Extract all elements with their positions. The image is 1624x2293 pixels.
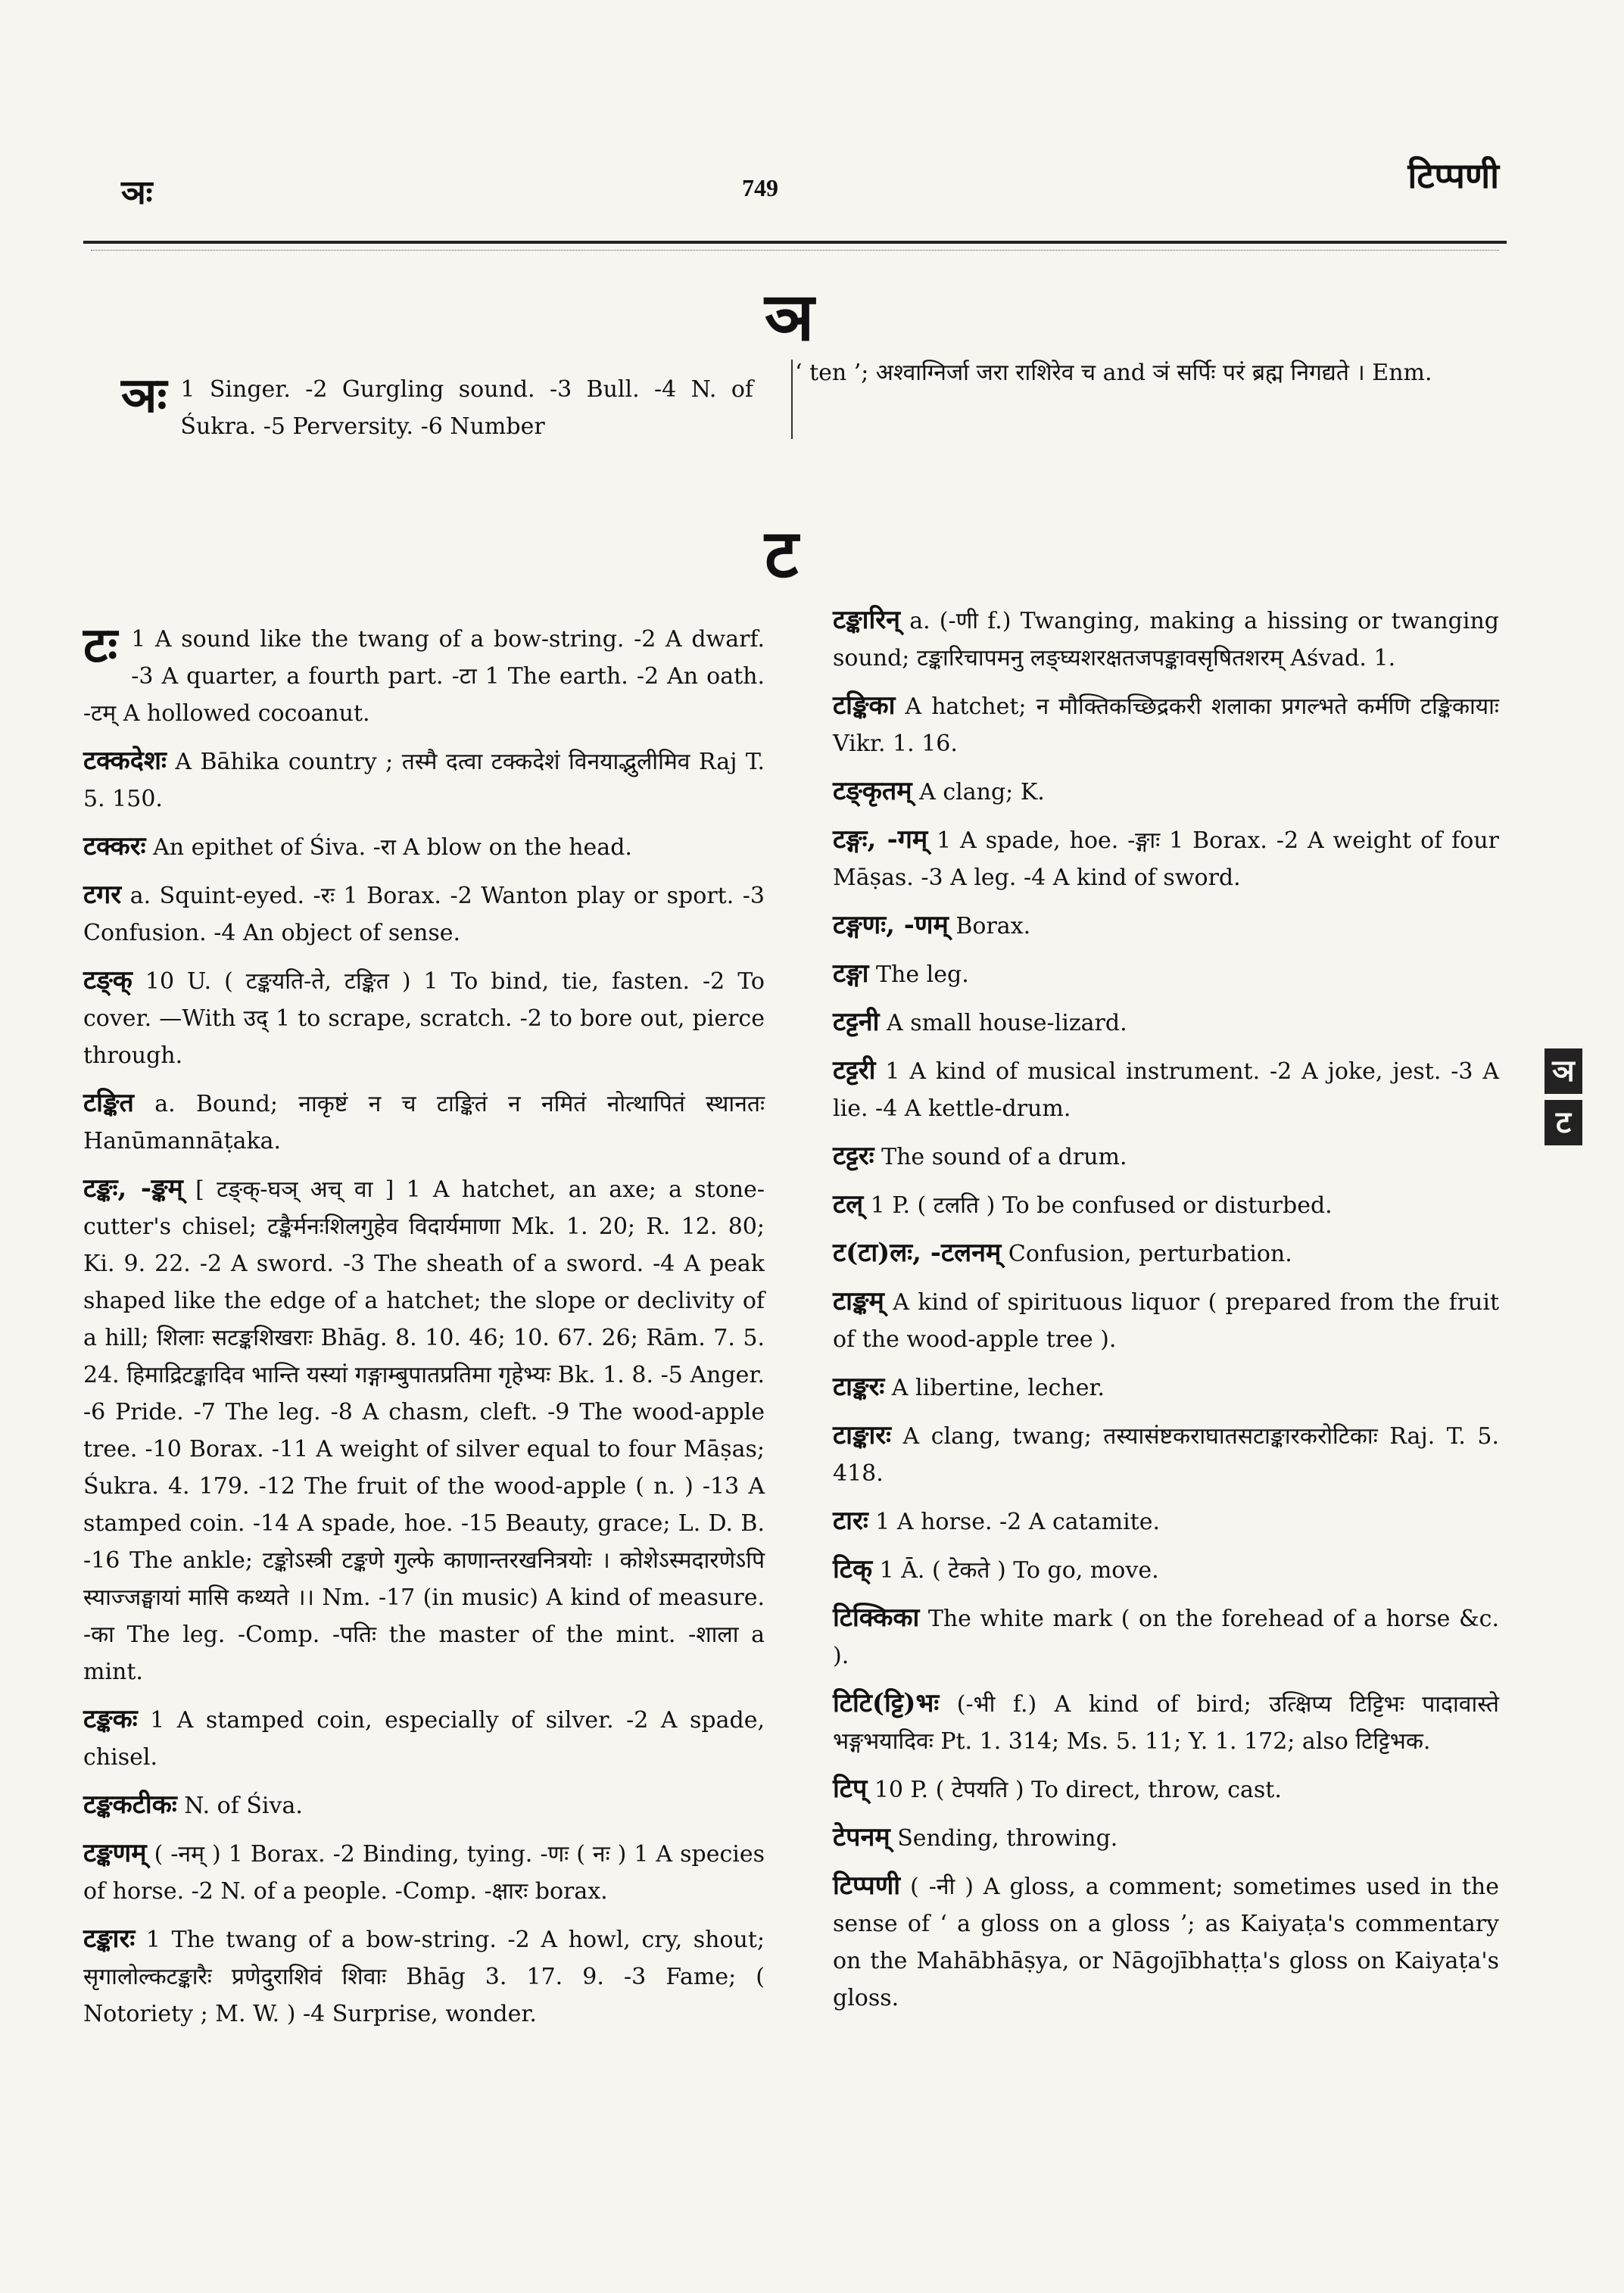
headword: टक्कदेशः [83,746,167,776]
definition: ( -नी ) A gloss, a comment; sometimes used in the sense of ‘ a gloss on a gloss ’; as Kaiyaṭa's commentary on the Mahābhāṣya, or Nāgojībhaṭṭa's gloss on Kaiyaṭa's gloss. [833,1874,1499,2011]
header-dotted-rule [91,250,1499,251]
definition: ‘ ten ’; अश्वाग्निर्जा जरा राशिरेव च and ञं सर्पिः परं ब्रह्म निगद्यते । Enm. [795,360,1432,386]
section-letter-ta: ट [765,514,799,593]
definition: A clang; K. [919,779,1045,805]
definition: The sound of a drum. [881,1144,1127,1170]
headword: टारः [833,1506,868,1536]
page-header [83,151,1499,212]
dictionary-entry [833,1004,1499,1042]
headword: टङ्ककः [83,1704,138,1734]
headword: टङ्कित [83,1088,134,1118]
definition: a. Squint-eyed. -रः 1 Borax. -2 Wanton play or sport. -3 Confusion. -4 An object of sense. [83,883,765,946]
dictionary-entry [833,602,1499,677]
headword: टङ्क् [83,965,132,995]
headword: टाङ्करः [833,1372,885,1402]
definition: 1 A kind of musical instrument. -2 A joke, jest. -3 A lie. -4 A kettle-drum. [833,1058,1499,1122]
definition: (-भी f.) A kind of bird; उत्क्षिप्य टिट्टिभः पादावास्ते भङ्गभयादिवः Pt. 1. 314; Ms. 5. 11; Y. 1. 172; also टिट्टिभक. [833,1691,1499,1755]
definition: 1 Singer. -2 Gurgling sound. -3 Bull. -4 N. of Śukra. -5 Perversity. -6 Number [180,376,753,440]
headword: टाङ्कम् [833,1286,884,1316]
headword: टङ्कणम् [83,1838,147,1868]
dictionary-entry [833,1186,1499,1224]
headword: टट्टरी [833,1055,876,1086]
section-letter-nya: ञ [765,277,815,356]
column-separator [791,360,793,439]
header-rule [83,241,1507,244]
definition: N. of Śiva. [184,1793,303,1819]
definition: [ टङ्क्-घञ् अच् वा ] 1 A hatchet, an axe; a stone-cutter's chisel; टङ्कैर्मनःशिलगुहेव विदार्यमाणा Mk. 1. 20; R. 12. 80; Ki. 9. 22. -2 A sword. -3 The sheath of a sword. -4 A peak shaped like the edge of a hatchet; the slope or declivity of a hill; शिलाः सटङ्कशिखराः Bhāg. 8. 10. 46; 10. 67. 26; Rām. 7. 5. 24. हिमाद्रिटङ्कादिव भान्ति यस्यां गङ्गाम्बुपातप्रतिमा गृहेभ्यः Bk. 1. 8. -5 Anger. -6 Pride. -7 The leg. -8 A chasm, cleft. -9 The wood-apple tree. -10 Borax. -11 A weight of silver equal to four Māṣas; Śukra. 4. 179. -12 The fruit of the wood-apple ( n. ) -13 A stamped coin. -14 A spade, hoe. -15 Beauty, grace; L. D. B. -16 The ankle; टङ्कोऽस्त्री टङ्कणे गुल्फे काणान्तरखनित्रयोः । कोशेऽस्मदारणेऽपि स्याज्जङ्घायां मासि कथ्यते ।। Nm. -17 (in music) A kind of measure. -का The leg. -Comp. -पतिः the master of the mint. -शाला a mint. [83,1176,765,1685]
dictionary-entry [83,617,765,732]
dictionary-entry [833,687,1499,762]
dictionary-entry [83,1787,765,1824]
dictionary-entry [83,962,765,1074]
page-number: 749 [742,174,778,201]
definition: 1 A horse. -2 A catamite. [875,1509,1161,1535]
dictionary-entry [833,821,1499,896]
dictionary-entry [83,1701,765,1776]
thumb-index-letter: ञ [1545,1048,1582,1094]
headword: टेपनम् [833,1822,890,1852]
headword: टङ्किका [833,690,896,721]
dictionary-entry [83,1921,765,2033]
dictionary-entry [83,1170,765,1690]
headword: टङ्कारः [83,1924,136,1954]
headword: टगर [83,880,122,910]
headword: टः [83,617,118,674]
headword: टिप् [833,1774,868,1804]
dictionary-entry [83,828,765,866]
definition: The leg. [876,961,969,988]
dictionary-entry [83,877,765,952]
headword: ञः [121,367,167,424]
definition: The white mark ( on the forehead of a horse &c. ). [833,1606,1499,1669]
dictionary-entry [833,1503,1499,1541]
dictionary-entry [833,1819,1499,1857]
headword: टिप्पणी [833,1871,901,1901]
headword: टङ्गणः, -णम् [833,910,949,940]
nya-entry-right [795,354,1503,391]
dictionary-entry [83,743,765,818]
nya-entry-left [121,367,753,445]
thumb-index-tab [1545,1048,1582,1151]
headword: टिक् [833,1554,873,1584]
definition: 1 A stamped coin, especially of silver. -2 A spade, chisel. [83,1707,765,1771]
header-right-guide-word: टिप्पणी [1407,155,1499,196]
definition: Confusion, perturbation. [1008,1241,1292,1267]
definition: a. (-णी f.) Twanging, making a hissing or twanging sound; टङ्कारिचापमनु लङ्घ्यशरक्षतजपङ्कावसृषितशरम् Aśvad. 1. [833,608,1499,671]
dictionary-entry [833,1138,1499,1176]
definition: A small house-lizard. [887,1010,1127,1036]
definition: 1 A sound like the twang of a bow-string. -2 A dwarf. -3 A quarter, a fourth part. -टा 1 The earth. -2 An oath. -टम् A hollowed cocoanut. [83,626,765,727]
definition: A libertine, lecher. [891,1375,1105,1401]
definition: a. Bound; नाकृष्टं न च टाङ्कितं न नमितं नोत्थापितं स्थानतः Hanūmannāṭaka. [83,1091,765,1154]
dictionary-entry [833,1551,1499,1589]
headword: टाङ्कारः [833,1420,892,1450]
headword: टङ्ककटीकः [83,1790,177,1820]
definition: An epithet of Śiva. -रा A blow on the head. [153,834,632,861]
header-left-guide-word: ञः [121,173,153,212]
headword: टङ्कारिन् [833,605,901,635]
headword: टक्करः [83,831,146,861]
headword: टिटि(ट्टि)भः [833,1688,940,1718]
headword: टल् [833,1189,864,1220]
definition: Sending, throwing. [897,1825,1118,1852]
dictionary-entry [833,907,1499,945]
dictionary-entry [833,1235,1499,1273]
dictionary-entry [833,1771,1499,1809]
dictionary-entry [833,955,1499,993]
definition: 10 P. ( टेपयति ) To direct, throw, cast. [874,1777,1282,1803]
definition: 10 U. ( टङ्कयति-ते, टङ्कित ) 1 To bind, tie, fasten. -2 To cover. —With उद् 1 to scrape, scratch. -2 to bore out, pierce through. [83,968,765,1069]
definition: A kind of spirituous liquor ( prepared from the fruit of the wood-apple tree ). [833,1289,1500,1353]
headword: टङ्कृतम् [833,776,912,806]
dictionary-entry [83,1085,765,1160]
dictionary-entry [83,1835,765,1910]
definition: 1 A spade, hoe. -ङ्गाः 1 Borax. -2 A weight of four Māṣas. -3 A leg. -4 A kind of sword. [833,827,1500,891]
headword: टङ्गा [833,958,869,989]
definition: A hatchet; न मौक्तिकच्छिद्रकरी शलाका प्रगल्भते कर्मणि टङ्किकायाः Vikr. 1. 16. [833,693,1499,757]
dictionary-entry [833,1052,1499,1127]
definition: A clang, twang; तस्यासंष्टकराघातसटाङ्कारकरोटिकाः Raj. T. 5. 418. [833,1423,1499,1487]
dictionary-entry [833,1868,1499,2017]
definition: Borax. [955,913,1031,939]
headword: टङ्कः, -ङ्कम् [83,1173,183,1204]
headword: ट(टा)लः, -टलनम् [833,1238,1002,1268]
headword: टट्टनी [833,1007,880,1037]
headword: टिक्किका [833,1603,920,1633]
headword: टट्टरः [833,1141,874,1171]
definition: A Bāhika country ; तस्मै दत्वा टक्कदेशं विनयाद्भुलीमिव Raj T. 5. 150. [83,749,765,812]
definition: 1 P. ( टलति ) To be confused or disturbed. [870,1192,1333,1219]
definition: 1 The twang of a bow-string. -2 A howl, cry, shout; सृगालोल्कटङ्कारैः प्रणेदुराशिवं शिवाः Bhāg 3. 17. 9. -3 Fame; ( Notoriety ; M. W. ) -4 Surprise, wonder. [83,1927,765,2027]
definition: 1 Ā. ( टेकते ) To go, move. [879,1557,1159,1584]
dictionary-entry [833,1600,1499,1675]
dictionary-entry [833,1369,1499,1407]
right-column [833,602,1499,2027]
headword: टङ्गः, -गम् [833,824,928,855]
definition: ( -नम् ) 1 Borax. -2 Binding, tying. -णः ( नः ) 1 A species of horse. -2 N. of a people. -Comp. -क्षारः borax. [83,1841,765,1905]
dictionary-entry [833,1283,1499,1358]
dictionary-entry [833,1417,1499,1492]
dictionary-entry [833,773,1499,811]
dictionary-entry [833,1685,1499,1760]
left-column [83,617,765,2043]
thumb-index-letter: ट [1545,1100,1582,1145]
